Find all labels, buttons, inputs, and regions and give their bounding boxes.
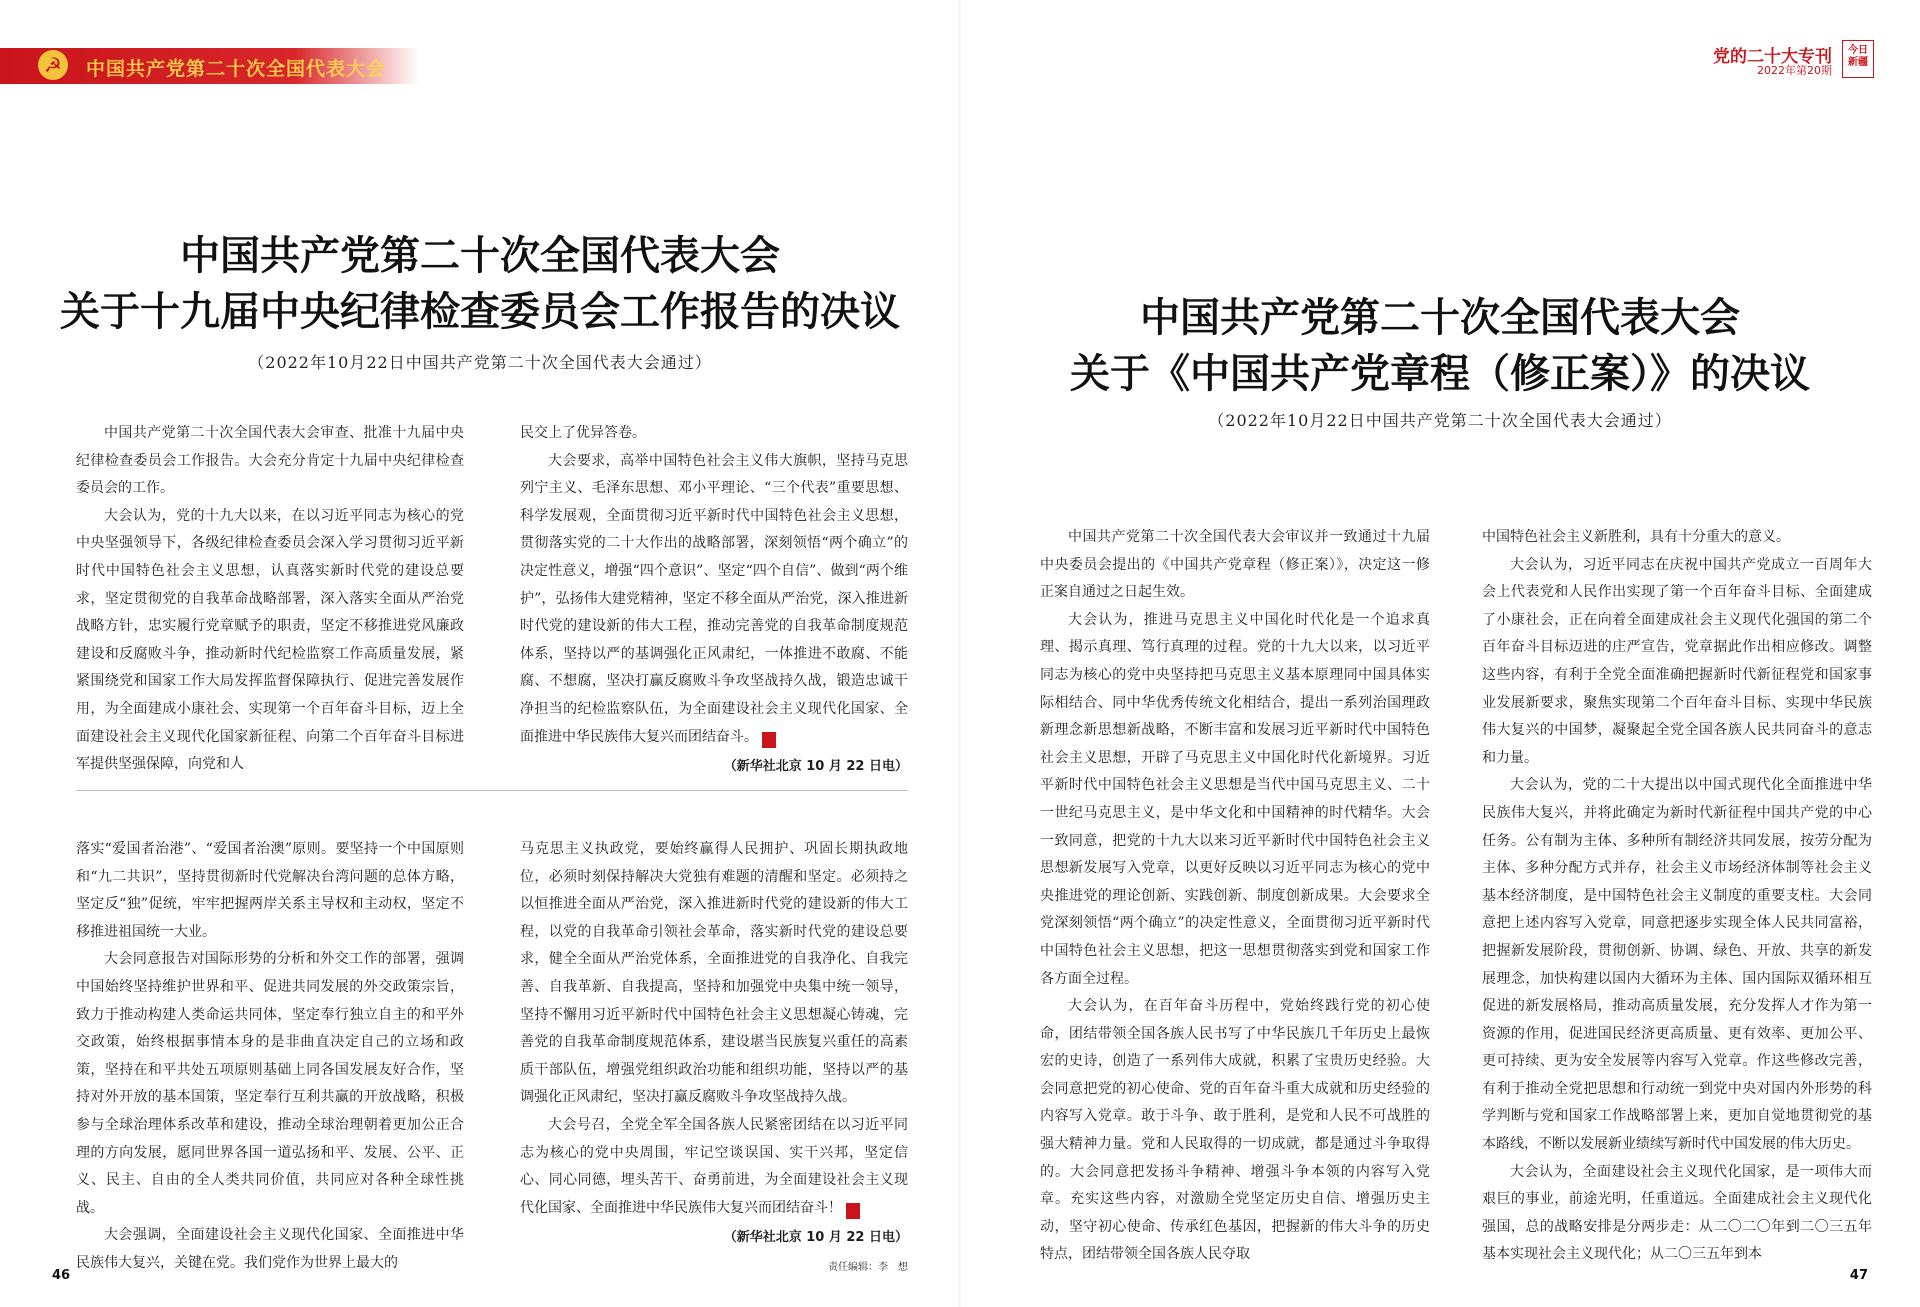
special-issue-title: 党的二十大专刊 bbox=[1713, 47, 1832, 67]
party-emblem-icon: ☭ bbox=[38, 50, 68, 80]
paragraph: 中国共产党第二十次全国代表大会审议并一致通过十九届中央委员会提出的《中国共产党章程（修正案）》，决定这一修正案自通过之日起生效。 bbox=[1040, 529, 1430, 601]
paragraph: 大会号召，全党全军全国各族人民紧密团结在以习近平同志为核心的党中央周围，牢记空谈误国、实干兴邦，坚定信心、同心同德，埋头苦干、奋勇前进，为全面建设社会主义现代化国家、全面推进中华民族伟大复兴而团结奋斗！ J bbox=[520, 1116, 908, 1217]
right-page bbox=[960, 0, 1920, 1307]
end-mark-icon: J bbox=[762, 732, 776, 748]
paragraph: 大会强调，全面建设社会主义现代化国家、全面推进中华民族伟大复兴，关键在党。我们党作为世界上最大的 bbox=[76, 1227, 464, 1271]
paragraph: 大会认为，习近平同志在庆祝中国共产党成立一百周年大会上代表党和人民作出实现了第一个百年奋斗目标、全面建成了小康社会，正在向着全面建成社会主义现代化强国的第二个百年奋斗目标迈进的庄严宣告，党章据此作出相应修改。调整这些内容，有利于全党全面准确把握新时代新征程党和国家事业发展新要求，聚焦实现第二个百年奋斗目标、实现中华民族伟大复兴的中国梦，凝聚起全党全国各族人民共同奋斗的意志和力量。 bbox=[1482, 556, 1872, 766]
paragraph: 大会认为，党的二十大提出以中国式现代化全面推进中华民族伟大复兴，并将此确定为新时代新征程中国共产党的中心任务。公有制为主体、多种所有制经济共同发展，按劳分配为主体、多种分配方式并存，社会主义市场经济体制等社会主义基本经济制度，是中国特色社会主义制度的重要支柱。大会同意把上述内容写入党章，同意把逐步实现全体人民共同富裕，把握新发展阶段，贯彻创新、协调、绿色、开放、共享的新发展理念，加快构建以国内大循环为主体、国内国际双循环相互促进的新发展格局，推动高质量发展，充分发挥人才作为第一资源的作用，促进国民经济更高质量、更有效率、更加公平、更可持续、更为安全发展等内容写入党章。作这些修改完善，有利于推动全党把思想和行动统一到党中央对国内外形势的科学判断与党和国家工作战略部署上来，更加自觉地贯彻党的基本路线，不断以发展新业绩续写新时代中国发展的伟大历史。 bbox=[1482, 777, 1872, 1153]
paragraph: 民交上了优异答卷。 bbox=[520, 425, 646, 441]
page-number: 47 bbox=[1849, 1268, 1868, 1283]
left-col2-bottom bbox=[520, 836, 908, 1282]
paragraph: 大会认为，党的十九大以来，在以习近平同志为核心的党中央坚强领导下，各级纪律检查委员会深入学习贯彻习近平新时代中国特色社会主义思想，认真落实新时代党的建设总要求，坚定贯彻党的自我革命战略部署，深入落实全面从严治党战略方针，忠实履行党章赋予的职责，坚定不移推进党风廉政建设和反腐败斗争，推动新时代纪检监察工作高质量发展，紧紧围绕党和国家工作大局发挥监督保障执行、促进完善发展作用，为全面建成小康社会、实现第一个百年奋斗目标，迈上全面建设社会主义现代化国家新征程、向第二个百年奋斗目标进军提供坚强保障，向党和人 bbox=[76, 507, 464, 773]
dateline: （新华社北京 10 月 22 日电） bbox=[723, 759, 908, 775]
paragraph: 大会要求，高举中国特色社会主义伟大旗帜，坚持马克思列宁主义、毛泽东思想、邓小平理论、“三个代表”重要思想、科学发展观，全面贯彻习近平新时代中国特色社会主义思想，贯彻落实党的二十大作出的战略部署，深刻领悟“两个确立”的决定性意义，增强“四个意识”、坚定“四个自信”、做到“两个维护”，弘扬伟大建党精神，坚定不移全面从严治党，深入推进新时代党的建设新的伟大工程，推动完善党的自我革命制度规范体系，坚持以严的基调强化正风肃纪，一体推进不敢腐、不能腐、不想腐，坚决打赢反腐败斗争攻坚战持久战，锻造忠诚干净担当的纪检监察队伍，为全面建设社会主义现代化国家、全面推进中华民族伟大复兴而团结奋斗。 J bbox=[520, 452, 908, 746]
end-mark-icon: J bbox=[846, 1203, 860, 1219]
left-col2-top bbox=[520, 420, 908, 781]
editor-credit: 责任编辑：李 想 bbox=[828, 1261, 908, 1273]
right-col2 bbox=[1482, 524, 1872, 1269]
left-article-title: 中国共产党第二十次全国代表大会 关于十九届中央纪律检查委员会工作报告的决议 bbox=[60, 233, 900, 335]
paragraph: 大会同意报告对国际形势的分析和外交工作的部署，强调中国始终坚持维护世界和平、促进共同发展的外交政策宗旨，致力于推动构建人类命运共同体，坚定奉行独立自主的和平外交政策，始终根据事情本身的是非曲直决定自己的立场和政策，坚持在和平共处五项原则基础上同各国发展友好合作，坚持对外开放的基本国策，坚定奉行互利共赢的开放战略，积极参与全球治理体系改革和建设，推动全球治理朝着更加公正合理的方向发展，愿同世界各国一道弘扬和平、发展、公平、正义、民主、自由的全人类共同价值，共同应对各种全球性挑战。 bbox=[76, 951, 464, 1216]
paragraph: 大会认为，全面建设社会主义现代化国家，是一项伟大而艰巨的事业，前途光明，任重道远。全面建成社会主义现代化强国，总的战略安排是分两步走：从二〇二〇年到二〇三五年基本实现社会主义现代化；从二〇三五年到本 bbox=[1482, 1163, 1872, 1263]
paragraph: 大会认为，在百年奋斗历程中，党始终践行党的初心使命，团结带领全国各族人民书写了中华民族几千年历史上最恢宏的史诗，创造了一系列伟大成就，积累了宝贵历史经验。大会同意把党的初心使命、党的百年奋斗重大成就和历史经验的内容写入党章。敢于斗争、敢于胜利，是党和人民不可战胜的强大精神力量。党和人民取得的一切成就，都是通过斗争取得的。大会同意把发扬斗争精神、增强斗争本领的内容写入党章。充实这些内容，对激励全党坚定历史自信、增强历史主动，坚守初心使命、传承红色基因，把握新的伟大斗争的历史特点，团结带领全国各族人民夺取 bbox=[1040, 998, 1430, 1263]
paragraph: 大会认为，推进马克思主义中国化时代化是一个追求真理、揭示真理、笃行真理的过程。党的十九大以来，以习近平同志为核心的党中央坚持把马克思主义基本原理同中国具体实际相结合、同中华优秀传统文化相结合，提出一系列治国理政新理念新思想新战略，不断丰富和发展习近平新时代中国特色社会主义思想，开辟了马克思主义中国化时代化新境界。习近平新时代中国特色社会主义思想是当代中国马克思主义、二十一世纪马克思主义，是中华文化和中国精神的时代精华。大会一致同意，把党的十九大以来习近平新时代中国特色社会主义思想新发展写入党章，以更好反映以习近平同志为核心的党中央推进党的理论创新、实践创新、制度创新成果。大会要求全党深刻领悟“两个确立”的决定性意义，全面贯彻习近平新时代中国特色社会主义思想，把这一思想贯彻落实到党和国家工作各方面全过程。 bbox=[1040, 611, 1430, 987]
section-divider bbox=[76, 790, 908, 791]
right-article-subtitle: （2022年10月22日中国共产党第二十次全国代表大会通过） bbox=[1208, 411, 1672, 430]
left-col1-top bbox=[76, 420, 464, 779]
left-article-subtitle: （2022年10月22日中国共产党第二十次全国代表大会通过） bbox=[248, 353, 712, 372]
paragraph: 落实“爱国者治港”、“爱国者治澳”原则。要坚持一个中国原则和“九二共识”，坚持贯彻新时代党解决台湾问题的总体方略，坚定反“独”促统，牢牢把握两岸关系主导权和主动权，坚定不移推进祖国统一大业。 bbox=[76, 841, 464, 940]
issue-number: 2022年第20期 bbox=[1757, 64, 1832, 77]
dateline: （新华社北京 10 月 22 日电） bbox=[723, 1230, 908, 1246]
paragraph: 中国特色社会主义新胜利，具有十分重大的意义。 bbox=[1482, 529, 1790, 545]
header-banner bbox=[0, 48, 420, 84]
paragraph: 中国共产党第二十次全国代表大会审查、批准十九届中央纪律检查委员会工作报告。大会充分肯定十九届中央纪律检查委员会的工作。 bbox=[76, 425, 464, 497]
paragraph: 马克思主义执政党，要始终赢得人民拥护、巩固长期执政地位，必须时刻保持解决大党独有难题的清醒和坚定。必须持之以恒推进全面从严治党，深入推进新时代党的建设新的伟大工程，以党的自我革命引领社会革命，落实新时代党的建设总要求，健全全面从严治党体系，全面推进党的自我净化、自我完善、自我革新、自我提高，坚持和加强党中央集中统一领导，坚持不懈用习近平新时代中国特色社会主义思想凝心铸魂，完善党的自我革命制度规范体系，建设堪当民族复兴重任的高素质干部队伍，增强党组织政治功能和组织功能，坚持以严的基调强化正风肃纪，坚决打赢反腐败斗争攻坚战持久战。 bbox=[520, 841, 908, 1106]
banner-label: 中国共产党第二十次全国代表大会 bbox=[86, 58, 387, 80]
right-col1 bbox=[1040, 524, 1430, 1269]
magazine-logo: 今日 新疆 bbox=[1842, 40, 1874, 78]
left-col1-bottom bbox=[76, 836, 464, 1278]
right-article-title: 中国共产党第二十次全国代表大会 关于《中国共产党章程（修正案）》的决议 bbox=[1070, 295, 1810, 397]
page-number: 46 bbox=[52, 1268, 71, 1283]
